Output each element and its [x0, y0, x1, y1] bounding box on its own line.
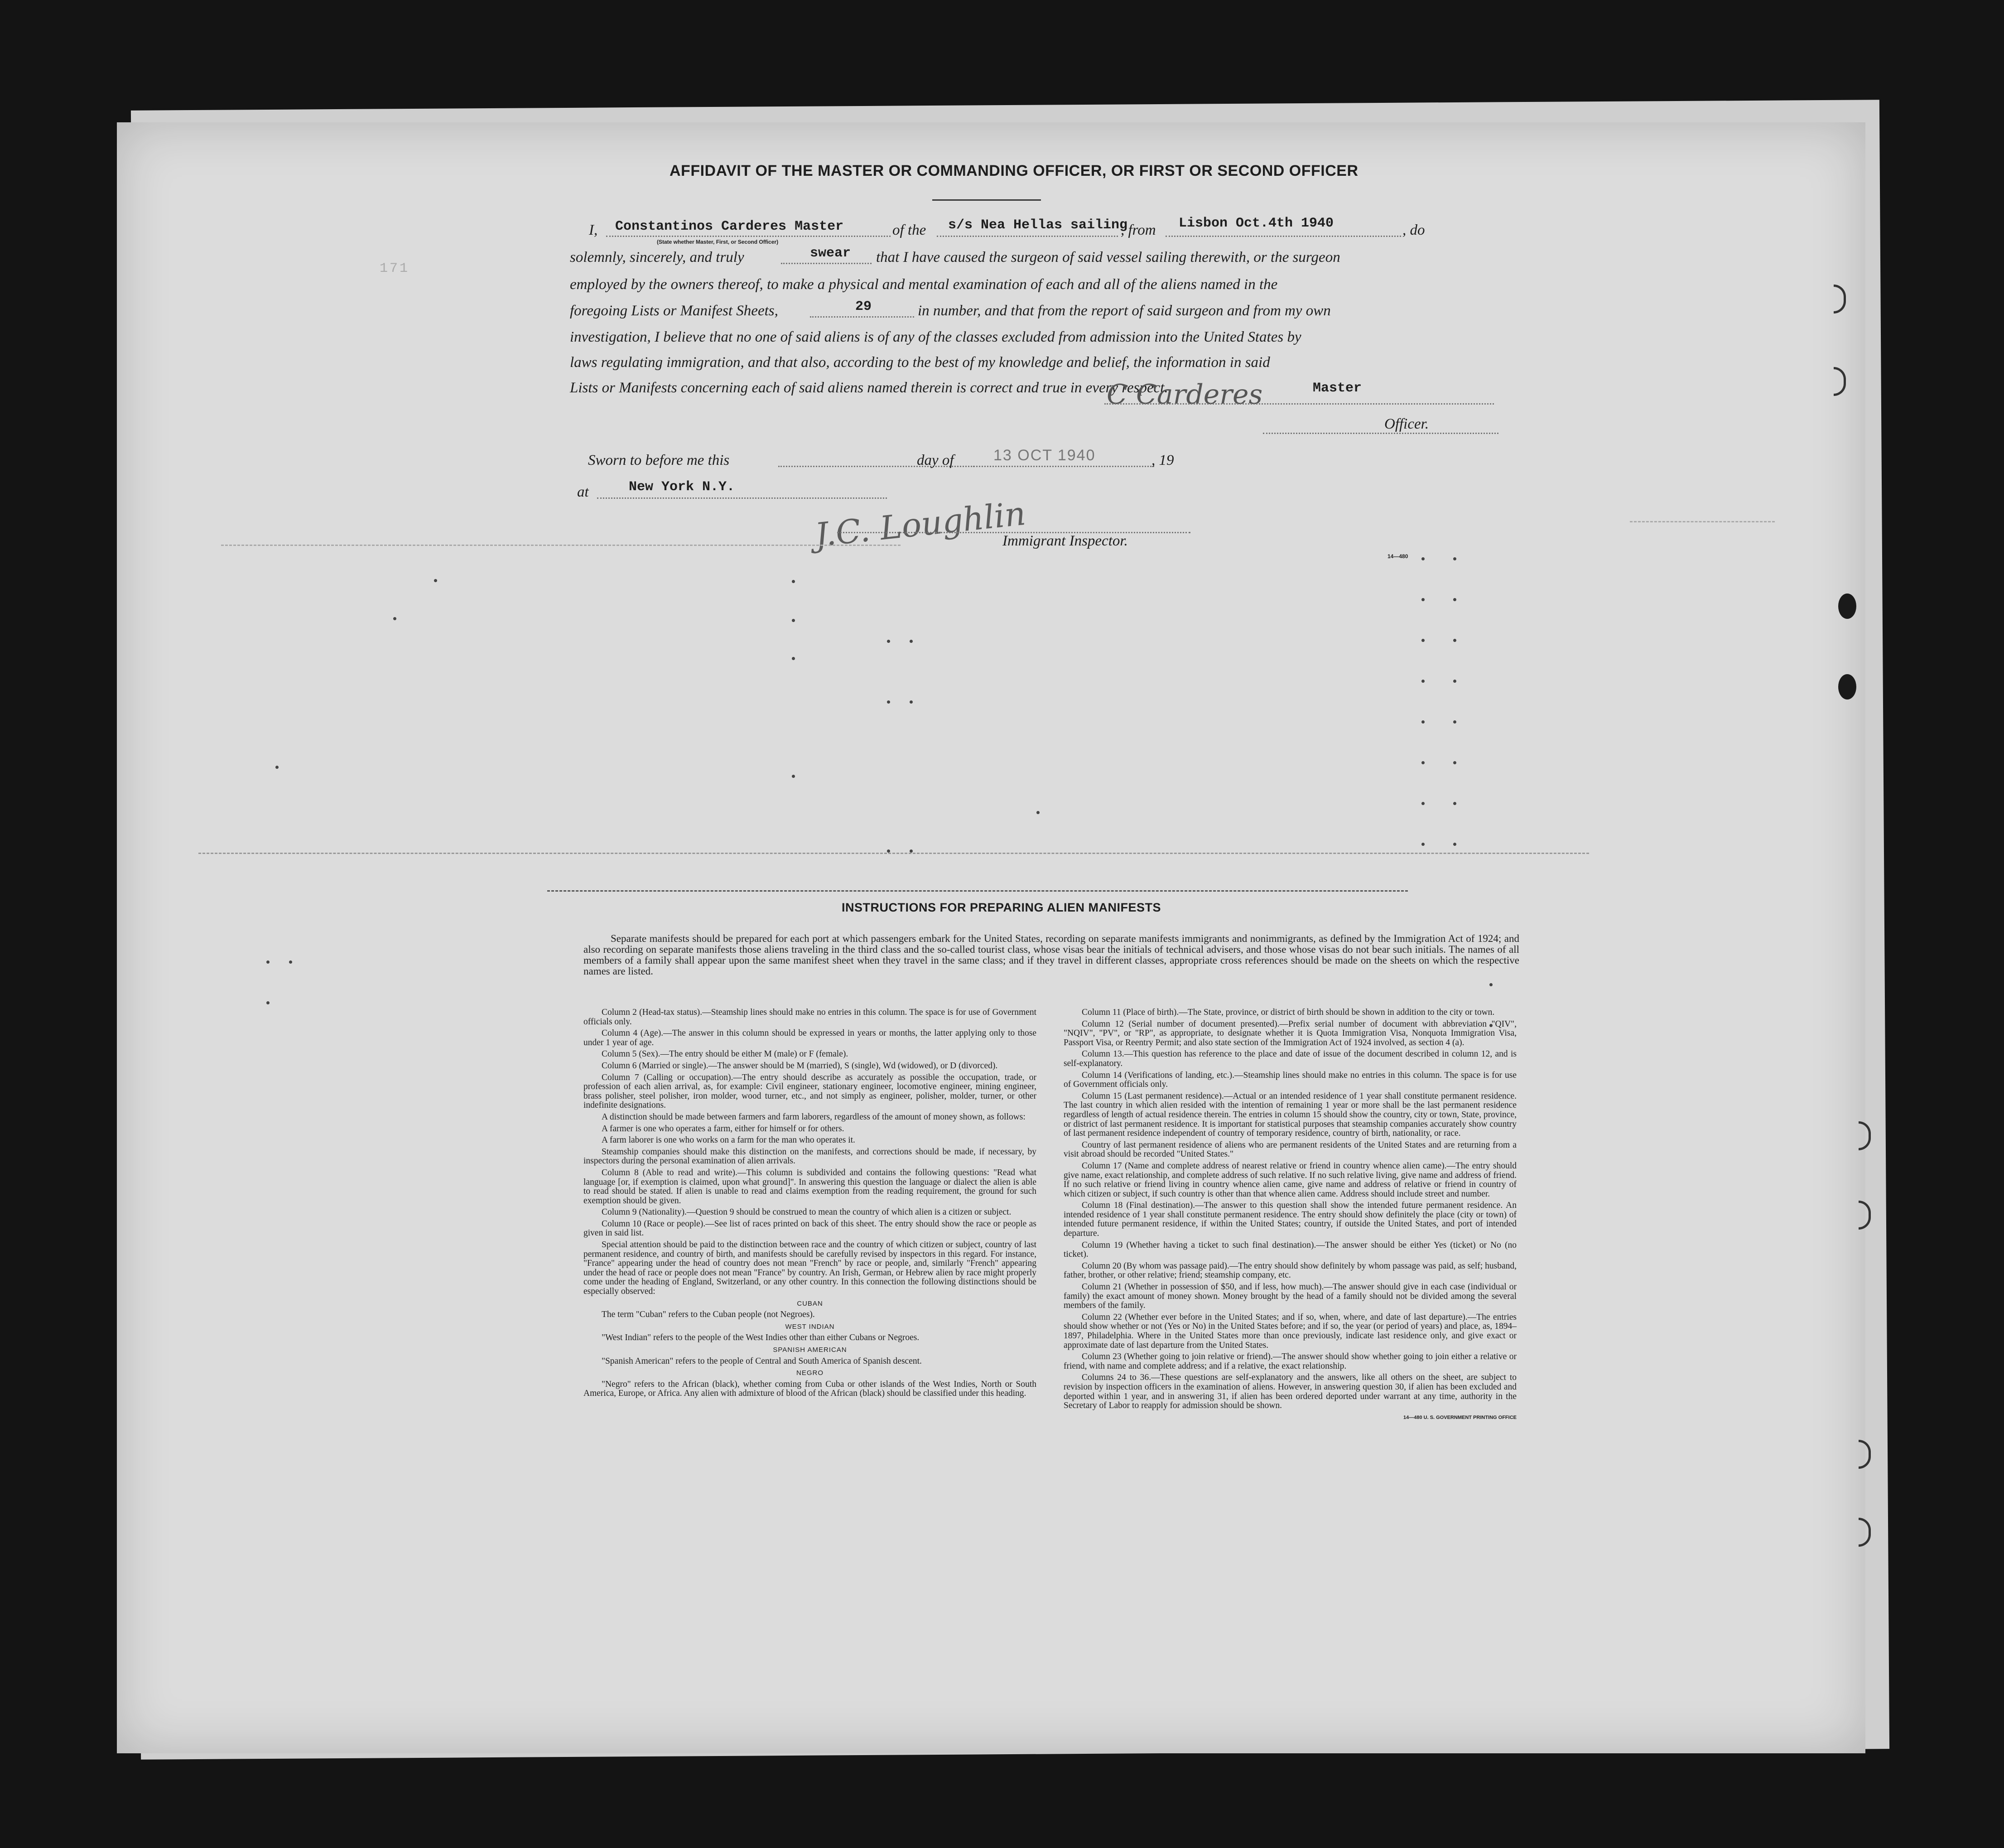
instruction-col-9: Column 9 (Nationality).—Question 9 should be construed to mean the country of which alien is a citizen or subject.	[602, 1207, 1012, 1217]
officer-signature-line	[1263, 433, 1498, 434]
bleed-speck	[792, 657, 795, 660]
bleed-speck	[1453, 843, 1456, 846]
bleed-through-line	[198, 853, 1589, 854]
affidavit-line-3: employed by the owners thereof, to make a physical and mental examination of each and all of the aliens named in the	[570, 276, 1278, 293]
bleed-speck	[792, 775, 795, 778]
from-port-date: Lisbon Oct.4th 1940	[1179, 216, 1334, 231]
bleed-speck	[289, 960, 292, 964]
bleed-speck	[1453, 557, 1456, 560]
bleed-through-line	[221, 545, 901, 546]
instructions-right-column	[1064, 1008, 1517, 1424]
manifest-sheet	[117, 122, 1865, 1753]
inspector-label: Immigrant Inspector.	[1002, 533, 1128, 549]
race-heading-cuban: CUBAN	[797, 1299, 823, 1308]
day-of-label: day of	[917, 452, 954, 468]
instruction-col-19: Column 19 (Whether having a ticket to such final destination).—The answer should be either Yes (ticket) or No (no ticket).	[1064, 1240, 1517, 1259]
form-number: 14—480	[1387, 553, 1408, 560]
instructions-left-column	[583, 1008, 1036, 1401]
at-label: at	[577, 484, 589, 500]
affidavit-line-6: laws regulating immigration, and that also, according to the best of my knowledge and belief, the information in said	[570, 354, 1270, 371]
affidavit-line-2-end: that I have caused the surgeon of said vessel sailing therewith, or the surgeon	[876, 249, 1340, 265]
year-prefix: , 19	[1151, 452, 1174, 468]
race-text-negro: "Negro" refers to the African (black), whether coming from Cuba or other islands of the West Indies, North or South America, Europe, or Africa. Any alien with admixture of blood of the African (black) should be classified under this heading.	[583, 1379, 1036, 1399]
instruction-cols-24-36: Columns 24 to 36.—These questions are self-explanatory and the answers, like all others on the sheet, are subject to revision by inspection officers in the examination of aliens. However, in answering question 30, if alien has been excluded and deported within 1 year, and in answering 31, if alien has been ordered deported under warrant at any time, authority in the Secretary of Labor to reapply for admission should be shown.	[1064, 1373, 1517, 1411]
bleed-speck	[792, 619, 795, 622]
sworn-month-line	[973, 466, 1154, 467]
instructions-title: INSTRUCTIONS FOR PREPARING ALIEN MANIFESTS	[842, 901, 1161, 914]
affidavit-line-7: Lists or Manifests concerning each of said aliens named therein is correct and true in every respect.	[570, 380, 1168, 396]
binding-notch	[1834, 285, 1846, 314]
title-underline	[932, 199, 1041, 201]
instruction-col-5: Column 5 (Sex).—The entry should be either M (male) or F (female).	[602, 1049, 848, 1059]
i-word: I,	[589, 222, 598, 238]
bleed-speck	[887, 849, 890, 853]
instruction-col-13: Column 13.—This question has reference to the place and date of issue of the document described in column 12, and is self-explanatory.	[1064, 1049, 1517, 1068]
bleed-speck	[1453, 802, 1456, 805]
printing-office-footer: 14—480 U. S. GOVERNMENT PRINTING OFFICE	[1403, 1414, 1517, 1420]
bleed-speck	[1421, 680, 1425, 683]
bleed-speck	[1453, 680, 1456, 683]
instructions-divider	[547, 890, 1408, 892]
affidavit-line-5: investigation, I believe that no one of said aliens is of any of the classes excluded from admission into the United States by	[570, 329, 1301, 345]
bleed-speck	[1453, 761, 1456, 764]
bleed-speck	[1421, 598, 1425, 601]
instruction-col-2: Column 2 (Head-tax status).—Steamship lines should make no entries in this column. The space is for use of Government officials only.	[583, 1008, 1036, 1027]
binding-notch	[1834, 367, 1846, 396]
from-label: , from	[1121, 222, 1156, 238]
affidavit-title: AFFIDAVIT OF THE MASTER OR COMMANDING OFFICER, OR FIRST OR SECOND OFFICER	[670, 162, 1358, 179]
name-field-line	[606, 236, 891, 237]
officer-rank-note: (State whether Master, First, or Second Officer)	[657, 239, 779, 245]
instruction-col-15: Column 15 (Last permanent residence).—Actual or an intended residence of 1 year shall constitute permanent residence. The last country in which alien resided with the intention of remaining 1 year or more shall be the last permanent residence regardless of length of actual residence therein. The entries in column 15 should show the country, city or town, State, province, or district of last permanent residence. It is important for statistical purposes that steamship companies accurately show country of last permanent residence independent of country of temporary residence, country of birth, nationality, or race.	[1064, 1091, 1517, 1139]
bleed-speck	[1421, 802, 1425, 805]
bleed-speck	[887, 700, 890, 704]
master-signature-line	[1104, 403, 1494, 405]
oath-word: swear	[810, 246, 851, 261]
binding-hole	[1838, 674, 1856, 700]
race-heading-negro: NEGRO	[796, 1369, 824, 1377]
bleed-speck	[1421, 639, 1425, 642]
vessel-name: s/s Nea Hellas sailing	[948, 217, 1128, 233]
race-text-west-indian: "West Indian" refers to the people of the West Indies other than either Cubans or Negroes.	[602, 1333, 920, 1343]
instruction-col-20: Column 20 (By whom was passage paid).—The entry should show definitely by whom passage was paid, as self; husband, father, brother, or other relative; friend; steamship company, etc.	[1064, 1261, 1517, 1280]
bleed-speck	[1421, 720, 1425, 724]
race-heading-west-indian: WEST INDIAN	[785, 1322, 835, 1331]
inspector-signature: J.C. Loughlin	[813, 494, 1027, 555]
vessel-field-line	[937, 236, 1118, 237]
master-signature: C Carderes	[1107, 379, 1263, 410]
sheets-field-line	[810, 316, 914, 318]
bleed-speck	[1421, 843, 1425, 846]
bleed-speck	[1036, 811, 1040, 814]
do-word: , do	[1402, 222, 1425, 238]
instruction-farmer-def: A farmer is one who operates a farm, either for himself or for others.	[602, 1124, 844, 1134]
race-text-cuban: The term "Cuban" refers to the Cuban people (not Negroes).	[602, 1310, 815, 1320]
race-heading-spanish-american: SPANISH AMERICAN	[773, 1346, 847, 1354]
of-the-text: of the	[892, 222, 926, 238]
instruction-col-18: Column 18 (Final destination).—The answer to this question shall show the intended future permanent residence. An intended residence of 1 year shall constitute permanent residence. The entry should show definitely the place (city or town) of intended future permanent residence, if within the United States; country, if outside the United States, and port of intended departure.	[1064, 1201, 1517, 1239]
bleed-speck	[792, 580, 795, 583]
place-name: New York N.Y.	[629, 479, 735, 495]
instruction-residence-note: Country of last permanent residence of aliens who are permanent residents of the United States and are returning from a visit abroad should be recorded "United States."	[1064, 1140, 1517, 1159]
instructions-intro: Separate manifests should be prepared for each port at which passengers embark for the United States, recording on separate manifests immigrants and nonimmigrants, as defined by the Immigration Act of 1924; and also recording on separate manifests those aliens traveling in the third class and the so-called tourist class, whose visas bear the initials of technical advisers, and those whose visas do not bear such initials. The names of all members of a family shall appear upon the same manifest sheet when they travel in the same class; and if they travel in different classes, appropriate cross references should be made on the sheets on which the respective names are listed.	[583, 933, 1519, 977]
bleed-speck	[910, 700, 913, 704]
bleed-speck	[1453, 639, 1456, 642]
master-name: Constantinos Carderes Master	[615, 219, 844, 234]
instruction-col-6: Column 6 (Married or single).—The answer should be M (married), S (single), Wd (widowed), or D (divorced).	[602, 1061, 998, 1071]
instruction-col-21: Column 21 (Whether in possession of $50, and if less, how much).—The answer should give in each case (individual or family) the exact amount of money shown. Money brought by the head of a family should not be divided among the several members of the family.	[1064, 1282, 1517, 1311]
instruction-farm-laborer-def: A farm laborer is one who works on a farm for the man who operates it.	[602, 1135, 855, 1145]
bleed-through-line	[1630, 521, 1775, 522]
instruction-col-23: Column 23 (Whether going to join relative or friend).—The answer should show whether going to join either a relative or friend, with name and complete address; and if a relative, the exact relationship.	[1064, 1352, 1517, 1371]
instruction-col-17: Column 17 (Name and complete address of nearest relative or friend in country whence alien came).—The entry should give name, exact relationship, and complete address of such relative. If no such relative living, give name and address of friend. If no such relative or friend living in country whence alien came, give name and address of relative or friend in country of which citizen or subject, if such country is other than that whence alien came. Address should include street and number.	[1064, 1161, 1517, 1199]
bleed-speck	[275, 766, 279, 769]
oath-field-line	[781, 263, 872, 264]
instruction-col-4: Column 4 (Age).—The answer in this column should be expressed in years or months, the latter applying only to those under 1 year of age.	[583, 1028, 1036, 1047]
instruction-col-8: Column 8 (Able to read and write).—This column is subdivided and contains the following questions: "Read what language [or, if exemption is claimed, upon what ground]". In answering this question the language or dialect the alien is able to read should be stated. If alien is unable to read and claims exemption from the reading requirement, the ground for such exemption should be given.	[583, 1168, 1036, 1206]
from-field-line	[1166, 236, 1401, 237]
race-text-spanish-american: "Spanish American" refers to the people of Central and South America of Spanish descent.	[602, 1356, 922, 1366]
instruction-col-10: Column 10 (Race or people).—See list of races printed on back of this sheet. The entry should show the race or people as given in said list.	[583, 1219, 1036, 1238]
bleed-speck	[1421, 761, 1425, 764]
officer-label: Officer.	[1384, 416, 1429, 432]
bleed-speck	[393, 617, 396, 620]
sheet-count: 29	[855, 299, 872, 314]
affidavit-line-4-end: in number, and that from the report of said surgeon and from my own	[918, 303, 1331, 319]
bleed-speck	[910, 849, 913, 853]
sworn-label: Sworn to before me this	[588, 452, 730, 468]
instruction-farmers: A distinction should be made between farmers and farm laborers, regardless of the amount of money shown, as follows:	[602, 1112, 1026, 1122]
faint-sheet-number: 171	[380, 261, 410, 276]
instruction-col-11: Column 11 (Place of birth).—The State, province, or district of birth should be shown in addition to the city or town.	[1082, 1008, 1495, 1017]
instruction-col-12: Column 12 (Serial number of document presented).—Prefix serial number of document with abbreviation "QIV", "NQIV", "PV", or "RP", as appropriate, to designate whether it is Quota Immigration Visa, Nonquota Immigration Visa, Passport Visa, or Reentry Permit; and also state section of the Immigration Act of 1924 involved, as section 4 (a).	[1064, 1019, 1517, 1047]
bleed-speck	[910, 640, 913, 643]
bleed-speck	[266, 960, 270, 964]
bleed-speck	[887, 640, 890, 643]
affidavit-line-4-start: foregoing Lists or Manifest Sheets,	[570, 303, 778, 319]
bleed-speck	[266, 1001, 270, 1004]
instruction-steamship-note: Steamship companies should make this distinction on the manifests, and corrections should be made, if necessary, by inspectors during the personal examination of alien arrivals.	[583, 1147, 1036, 1166]
instruction-col-14: Column 14 (Verifications of landing, etc.).—Steamship lines should make no entries in this column. The space is for use of Government officials only.	[1064, 1070, 1517, 1090]
bleed-speck	[1453, 598, 1456, 601]
bleed-speck	[1453, 720, 1456, 724]
binding-hole	[1838, 593, 1856, 619]
instruction-race-note: Special attention should be paid to the distinction between race and the country of which citizen or subject, country of last permanent residence, and country of birth, and manifests should be carefully revised by inspectors in this regard. For instance, "France" appearing under the head of country does not mean "French" by race or people, and, similarly "French" appearing under the head of race or people does not mean "France" by country. An Irish, German, or Hebrew alien by race might properly come under the heading of England, Switzerland, or any other country. In this connection the following distinctions should be especially observed:	[583, 1240, 1036, 1297]
instruction-col-22: Column 22 (Whether ever before in the United States; and if so, when, where, and date of last departure).—The entries should show whether or not (Yes or No) in the United States before; and if so, the year (or period of years) and place, as, 1894–1897, Philadelphia. Where in the United States more than once previously, indicate last residence only, and give exact or approximate date of last departure from the United States.	[1064, 1312, 1517, 1350]
bleed-speck	[1421, 557, 1425, 560]
master-title: Master	[1313, 381, 1362, 396]
date-stamp: 13 OCT 1940	[993, 447, 1096, 464]
bleed-speck	[434, 579, 437, 582]
instruction-col-7: Column 7 (Calling or occupation).—The entry should describe as accurately as possible the occupation, trade, or profession of each alien arrival, as, for example: Civil engineer, stationary engineer, locomotive engineer, mining engineer, brass polisher, steel polisher, iron molder, wood turner, etc., and not simply as engineer, polisher, molder, turner, or other indefinite designations.	[583, 1072, 1036, 1110]
place-field-line	[597, 497, 887, 499]
affidavit-line-2-start: solemnly, sincerely, and truly	[570, 249, 744, 265]
bleed-speck	[1489, 983, 1493, 986]
